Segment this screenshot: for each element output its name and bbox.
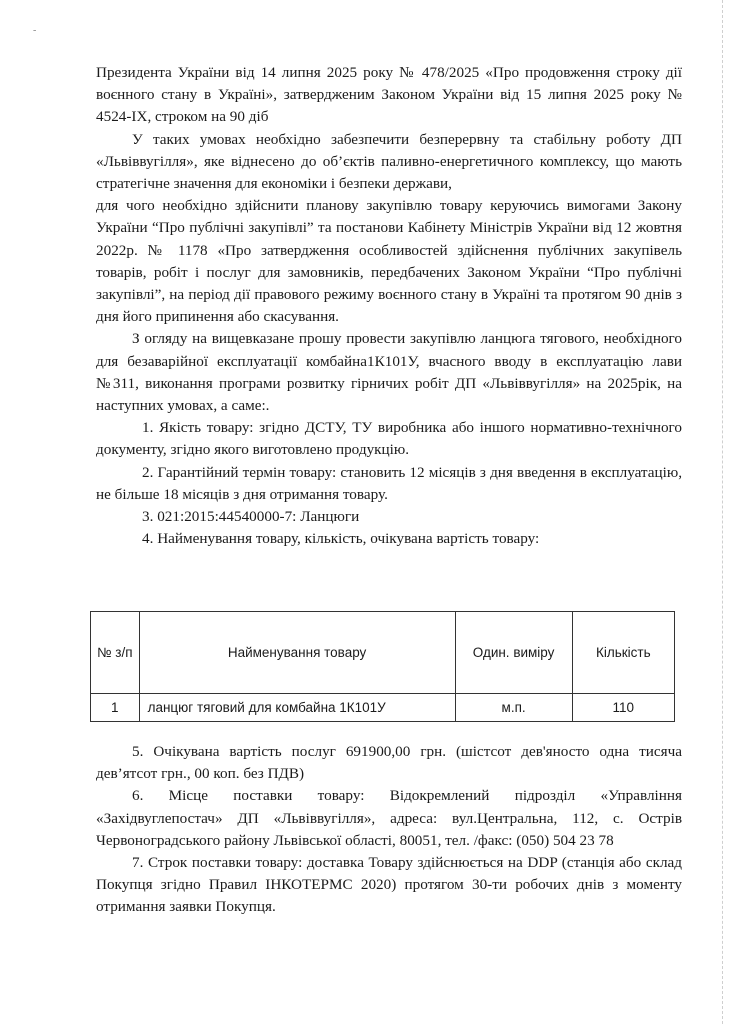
paragraph-request: З огляду на вищевказане прошу провести закупівлю ланцюга тягового, необхідного для безаварійної експлуатації комбайна1К101У, вчасного вводу в експлуатацію лави №311, виконання програми розвитку гірничих робіт ДП «Львіввугілля» на 2025рік, на наступних умовах, а саме:. — [96, 330, 682, 415]
item-quality: 1. Якість товару: згідно ДСТУ, ТУ виробника або іншого нормативно-технічного документу, згідно якого виготовлено продукцію. — [96, 419, 682, 459]
table-row — [91, 694, 675, 722]
cell-goods-name: ланцюг тяговий для комбайна 1К101У — [139, 694, 455, 722]
table-header-row — [91, 612, 675, 694]
header-quantity: Кількість — [572, 612, 674, 694]
document-body-top — [96, 62, 682, 550]
item-goods-list-intro: 4. Найменування товару, кількість, очікувана вартість товару: — [142, 530, 540, 548]
header-unit: Один. виміру — [455, 612, 572, 694]
item-delivery-place: 6. Місце поставки товару: Відокремлений підрозділ «Управління «Західвуглепостач» ДП «Львіввугілля», адреса: вул.Центральна, 112, с. Острів Червоноградського району Львівської області, 80051, тел. /факс: (050) 504 23 78 — [96, 787, 682, 849]
goods-table — [90, 611, 675, 722]
cell-unit: м.п. — [455, 694, 572, 722]
item-cpv-code: 3. 021:2015:44540000-7: Ланцюги — [142, 508, 360, 526]
paragraph-legal-basis: для чого необхідно здійснити планову закупівлю товару керуючись вимогами Закону України “Про публічні закупівлі” та постанови Кабінету Міністрів України від 12 жовтня 2022р. № 1178 «Про затвердження особливостей здійснення публічних закупівель товарів, робіт і послуг для замовників, передбачених Законом України “Про публічні закупівлі”, на період дії правового режиму воєнного стану в Україні та протягом 90 днів з дня його припинення або скасування. — [96, 197, 682, 326]
cell-quantity: 110 — [572, 694, 674, 722]
corner-mark: - — [33, 25, 37, 36]
item-warranty: 2. Гарантійний термін товару: становить 12 місяців з дня введення в експлуатацію, не більше 18 місяців з дня отримання товару. — [96, 463, 682, 503]
scan-edge-line — [722, 0, 726, 1024]
document-body-bottom — [96, 741, 682, 919]
cell-number: 1 — [91, 694, 140, 722]
paragraph-decree: Президента України від 14 липня 2025 року № 478/2025 «Про продовження строку дії воєнного стану в Україні», затвердженим Законом України від 15 липня 2025 року № 4524-IX, строком на 90 діб — [96, 64, 682, 126]
header-number: № з/п — [91, 612, 140, 694]
item-expected-cost: 5. Очікувана вартість послуг 691900,00 грн. (шістсот дев'яносто одна тисяча дев’ятсот грн., 00 коп. без ПДВ) — [96, 743, 682, 783]
header-goods-name: Найменування товару — [139, 612, 455, 694]
item-delivery-term: 7. Строк поставки товару: доставка Товару здійснюється на DDP (станція або склад Покупця згідно Правил ІНКОТЕРМС 2020) протягом 30-ти робочих днів з моменту отримання заявки Покупця. — [96, 854, 682, 916]
paragraph-conditions: У таких умовах необхідно забезпечити безперервну та стабільну роботу ДП «Львіввугілля», яке віднесено до об’єктів паливно-енергетичного комплексу, що мають стратегічне значення для економіки і безпеки держави, — [96, 130, 682, 193]
